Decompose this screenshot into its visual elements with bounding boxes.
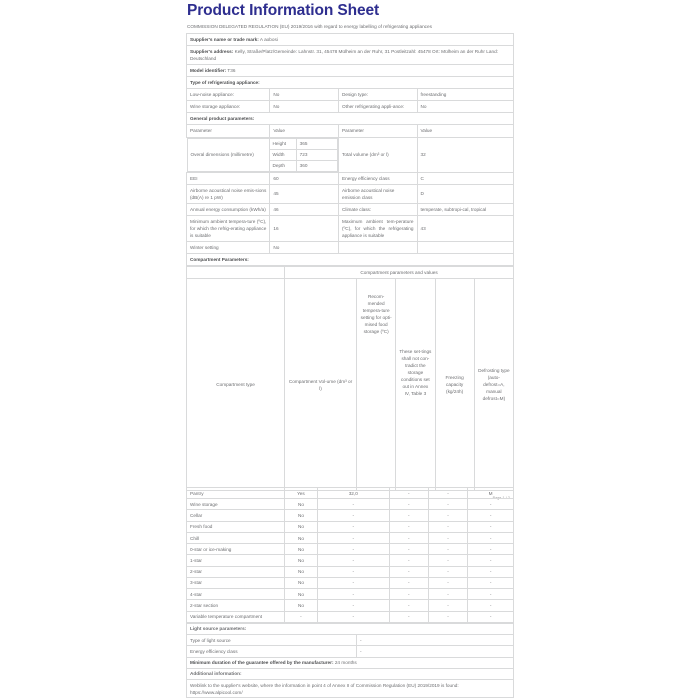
- compartment-values-table: [186, 487, 514, 623]
- supplier-address-label: Supplier's address:: [190, 49, 234, 55]
- compartment-present: No: [285, 521, 318, 532]
- compartment-present: No: [285, 555, 318, 566]
- compartment-parameters-section-row: [187, 254, 514, 266]
- guarantee-label: Minimum duration of the guarantee offered by the manufacturer:: [190, 660, 334, 666]
- compartment-freezing: -: [428, 499, 467, 510]
- design-type-label: Design type:: [339, 89, 417, 101]
- compartment-defrost: -: [468, 577, 514, 588]
- supplier-name-label: Supplier's name or trade mark:: [190, 37, 259, 43]
- compartment-temperature: -: [389, 577, 428, 588]
- noise-emissions-label: Airborne acoustical noise emis-sions (dB(A) re 1 pW): [187, 184, 270, 203]
- compartment-temperature: -: [389, 555, 428, 566]
- weblink-row: [187, 679, 514, 697]
- overall-dimensions-cell: [187, 137, 339, 172]
- compartment-freezing: -: [428, 521, 467, 532]
- compartment-defrost: -: [468, 532, 514, 543]
- compartment-defrost: -: [468, 499, 514, 510]
- compartment-volume: -: [317, 510, 389, 521]
- climate-class-label: Climate class:: [339, 203, 417, 215]
- dimension-depth-label: Depth: [269, 160, 296, 171]
- page-title: Product Information Sheet: [187, 2, 380, 19]
- model-identifier-value: T36: [227, 68, 236, 74]
- header-value-right: Value: [417, 125, 514, 137]
- noise-emission-class-label: Airborne acoustical noise emission class: [339, 184, 417, 203]
- compartment-present: No: [285, 577, 318, 588]
- dimension-width-value: 723: [296, 149, 337, 160]
- noise-emissions-value: 45: [270, 184, 339, 203]
- compartment-temperature: -: [389, 589, 428, 600]
- guarantee-value: 24 months: [334, 660, 357, 666]
- compartment-freezing: -: [428, 611, 467, 622]
- min-ambient-temperature-label: Minimum ambient tempera-ture (ºC), for which the refrig-erating appliance is suitable: [187, 215, 270, 241]
- winter-setting-spacer-label: [339, 241, 417, 253]
- guarantee-cell: [187, 657, 514, 668]
- compartment-present: No: [285, 566, 318, 577]
- compartment-type-label: 2-star: [187, 566, 285, 577]
- weblink-url[interactable]: https://www.alpicool.com/: [190, 689, 243, 695]
- table-row: [187, 566, 514, 577]
- table-row: [187, 611, 514, 622]
- compartment-temperature: -: [389, 499, 428, 510]
- compartment-type-label: 1-star: [187, 555, 285, 566]
- compartment-type-label: Variable temperature compartment: [187, 611, 285, 622]
- min-ambient-temperature-row: [187, 215, 514, 241]
- compartment-freezing: -: [428, 510, 467, 521]
- compartment-type-label: 0-star or ice-making: [187, 544, 285, 555]
- overall-dimensions-label: Overal dimensions (millimetre): [187, 138, 269, 171]
- winter-setting-spacer-value: [417, 241, 514, 253]
- additional-info-section-row: [187, 668, 514, 679]
- compartment-defrost: M: [468, 488, 514, 499]
- compartment-defrost: -: [468, 600, 514, 611]
- eei-value: 60: [270, 172, 339, 184]
- winter-setting-value: No: [270, 241, 339, 253]
- compartment-type-label: Wine storage: [187, 499, 285, 510]
- compartment-column-header-row: [187, 279, 514, 491]
- dimension-depth-value: 360: [296, 160, 337, 171]
- winter-setting-label: Winter setting: [187, 241, 270, 253]
- page-1: [186, 0, 514, 500]
- compartment-freezing: -: [428, 600, 467, 611]
- appliance-type-section-label: Type of refrigerating appliance:: [187, 77, 514, 89]
- compartment-type-label: Fresh food: [187, 521, 285, 532]
- light-source-table: [186, 623, 514, 698]
- table-row: [187, 544, 514, 555]
- column-compartment-type: Compartment type: [187, 279, 285, 491]
- noise-emissions-row: [187, 184, 514, 203]
- table-row: [187, 510, 514, 521]
- eei-label: EEI: [187, 172, 270, 184]
- supplier-name-value: A aobosi: [259, 37, 278, 43]
- supplier-address-row: [187, 46, 514, 65]
- light-source-class-label: Energy efficiency class: [187, 646, 357, 657]
- table-row: [187, 521, 514, 532]
- light-source-type-label: Type of light source: [187, 635, 357, 646]
- compartment-defrost: -: [468, 544, 514, 555]
- table-row: [187, 532, 514, 543]
- compartment-volume: -: [317, 499, 389, 510]
- guarantee-row: [187, 657, 514, 668]
- compartment-type-label: Chill: [187, 532, 285, 543]
- compartment-volume: -: [317, 566, 389, 577]
- compartment-temperature: -: [389, 510, 428, 521]
- light-source-class-value: -: [357, 646, 514, 657]
- compartment-present: No: [285, 600, 318, 611]
- column-storage-conditions-note: These set-tings shall not con-tradict the storage conditions set out in Annex IV, Table 3: [396, 279, 435, 491]
- appliance-type-section-row: [187, 77, 514, 89]
- compartment-header-table: [186, 266, 514, 491]
- model-identifier-label: Model identifier:: [190, 68, 227, 74]
- wine-storage-appliance-row: [187, 101, 514, 113]
- max-ambient-temperature-value: 43: [417, 215, 514, 241]
- max-ambient-temperature-label: Maximum ambient tem-perature (ºC), for which the refrigerating appliance is suitable: [339, 215, 417, 241]
- energy-efficiency-class-label: Energy efficiency class: [339, 172, 417, 184]
- dimension-height-label: Height: [269, 138, 296, 149]
- column-defrosting-type: Defrosting type (auto-defrost=A, manual defrost=M): [474, 279, 513, 491]
- winter-setting-row: [187, 241, 514, 253]
- compartment-defrost: -: [468, 611, 514, 622]
- column-recommended-temperature: Recom-mended tempera-ture setting for opti-mised food storage (ºC): [357, 279, 396, 491]
- total-volume-label: Total volume (dm³ or l): [339, 137, 417, 172]
- compartment-type-label: Cellar: [187, 510, 285, 521]
- compartment-parameters-section-label: Compartment Parameters:: [187, 254, 514, 266]
- compartment-present: No: [285, 589, 318, 600]
- compartment-present: Yes: [285, 488, 318, 499]
- compartment-volume: -: [317, 532, 389, 543]
- supplier-address-value: Kelly, Straße/Platz/Gemeinde: Lahnstr. 31, 45478 Mülheim an der Ruhr, 31 Postleitzahl: 45478 Ort: Mülheim an der Ruhr Land: Deutschland: [190, 49, 498, 62]
- column-freezing-capacity: Freezing capacity (kg/24h): [435, 279, 474, 491]
- total-volume-value: 32: [417, 137, 514, 172]
- compartment-freezing: -: [428, 577, 467, 588]
- table-row: [187, 577, 514, 588]
- compartment-temperature: -: [389, 600, 428, 611]
- compartment-freezing: -: [428, 555, 467, 566]
- table-row: [187, 555, 514, 566]
- dimensions-subtable: [187, 138, 339, 172]
- supplier-name-cell: [187, 34, 514, 46]
- regulation-note: COMMISSION DELEGATED REGULATION (EU) 2019/2016 with regard to energy labelling of refrigerating appliances: [187, 23, 432, 29]
- compartment-defrost: -: [468, 555, 514, 566]
- compartment-span-header-row: [187, 267, 514, 279]
- general-parameters-section-row: [187, 113, 514, 125]
- design-type-value: freestanding: [417, 89, 514, 101]
- compartment-present: No: [285, 510, 318, 521]
- compartment-defrost: -: [468, 521, 514, 532]
- compartment-volume: -: [317, 521, 389, 532]
- compartment-defrost: -: [468, 566, 514, 577]
- header-value-left: Value: [270, 125, 339, 137]
- light-source-class-row: [187, 646, 514, 657]
- compartment-volume: -: [317, 577, 389, 588]
- compartment-volume: -: [317, 600, 389, 611]
- table-row: [187, 600, 514, 611]
- page-footer: Page 1 / 2: [492, 496, 510, 501]
- compartment-defrost: -: [468, 589, 514, 600]
- compartment-freezing: -: [428, 544, 467, 555]
- model-identifier-row: [187, 65, 514, 77]
- compartment-freezing: -: [428, 488, 467, 499]
- compartment-corner-cell: [187, 267, 285, 279]
- other-refrigerating-label: Other refrigerating appli-ance:: [339, 101, 417, 113]
- compartment-temperature: -: [389, 566, 428, 577]
- low-noise-value: No: [270, 89, 339, 101]
- compartment-type-label: 3-star: [187, 577, 285, 588]
- compartment-type-label: 2-star section: [187, 600, 285, 611]
- climate-class-value: temperate, subtropi-cal, tropical: [417, 203, 514, 215]
- compartment-volume: -: [317, 555, 389, 566]
- compartment-temperature: -: [389, 521, 428, 532]
- annual-energy-consumption-row: [187, 203, 514, 215]
- wine-storage-appliance-value: No: [270, 101, 339, 113]
- weblink-description: Weblink to the supplier's website, where the information in point 4 of Annex II of Commission Regulation (EU) 2019/2019 is found:: [190, 682, 459, 688]
- low-noise-label: Low-noise appliance:: [187, 89, 270, 101]
- compartment-present: No: [285, 544, 318, 555]
- wine-storage-appliance-label: Wine storage appliance:: [187, 101, 270, 113]
- supplier-address-cell: [187, 46, 514, 65]
- column-compartment-volume: Compartment Vol-ume (dm³ or l): [285, 279, 357, 491]
- compartment-present: No: [285, 499, 318, 510]
- annual-energy-consumption-value: 46: [270, 203, 339, 215]
- compartment-temperature: -: [389, 611, 428, 622]
- compartment-present: -: [285, 611, 318, 622]
- compartment-present: No: [285, 532, 318, 543]
- additional-info-section-label: Additional information:: [187, 668, 514, 679]
- compartment-temperature: -: [389, 488, 428, 499]
- light-source-section-row: [187, 623, 514, 634]
- compartment-span-header: Compartment parameters and values: [285, 267, 514, 279]
- general-parameters-header-row: [187, 125, 514, 137]
- compartment-volume: -: [317, 589, 389, 600]
- annual-energy-consumption-label: Annual energy consumption (kWh/a): [187, 203, 270, 215]
- header-parameter-right: Parameter: [339, 125, 417, 137]
- supplier-table: [186, 33, 514, 266]
- compartment-temperature: -: [389, 532, 428, 543]
- compartment-volume: -: [317, 611, 389, 622]
- page-2: [186, 487, 514, 698]
- compartment-type-label: 4-star: [187, 589, 285, 600]
- table-row: [187, 589, 514, 600]
- compartment-freezing: -: [428, 589, 467, 600]
- energy-efficiency-class-value: C: [417, 172, 514, 184]
- eei-row: [187, 172, 514, 184]
- other-refrigerating-value: No: [417, 101, 514, 113]
- table-row: [187, 488, 514, 499]
- supplier-name-row: [187, 34, 514, 46]
- dimension-height-value: 365: [296, 138, 337, 149]
- general-parameters-section-label: General product parameters:: [187, 113, 514, 125]
- noise-emission-class-value: D: [417, 184, 514, 203]
- compartment-temperature: -: [389, 544, 428, 555]
- model-identifier-cell: [187, 65, 514, 77]
- dimension-height-row: [187, 138, 338, 149]
- compartment-volume: 32,0: [317, 488, 389, 499]
- compartment-freezing: -: [428, 566, 467, 577]
- min-ambient-temperature-value: 16: [270, 215, 339, 241]
- overall-dimensions-row: [187, 137, 514, 172]
- header-parameter-left: Parameter: [187, 125, 270, 137]
- weblink-cell: [187, 679, 514, 697]
- compartment-freezing: -: [428, 532, 467, 543]
- light-source-type-value: -: [357, 635, 514, 646]
- low-noise-row: [187, 89, 514, 101]
- dimension-width-label: Width: [269, 149, 296, 160]
- compartment-type-label: Pantry: [187, 488, 285, 499]
- light-source-section-label: Light source parameters:: [187, 623, 514, 634]
- table-row: [187, 499, 514, 510]
- compartment-defrost: -: [468, 510, 514, 521]
- compartment-volume: -: [317, 544, 389, 555]
- light-source-type-row: [187, 635, 514, 646]
